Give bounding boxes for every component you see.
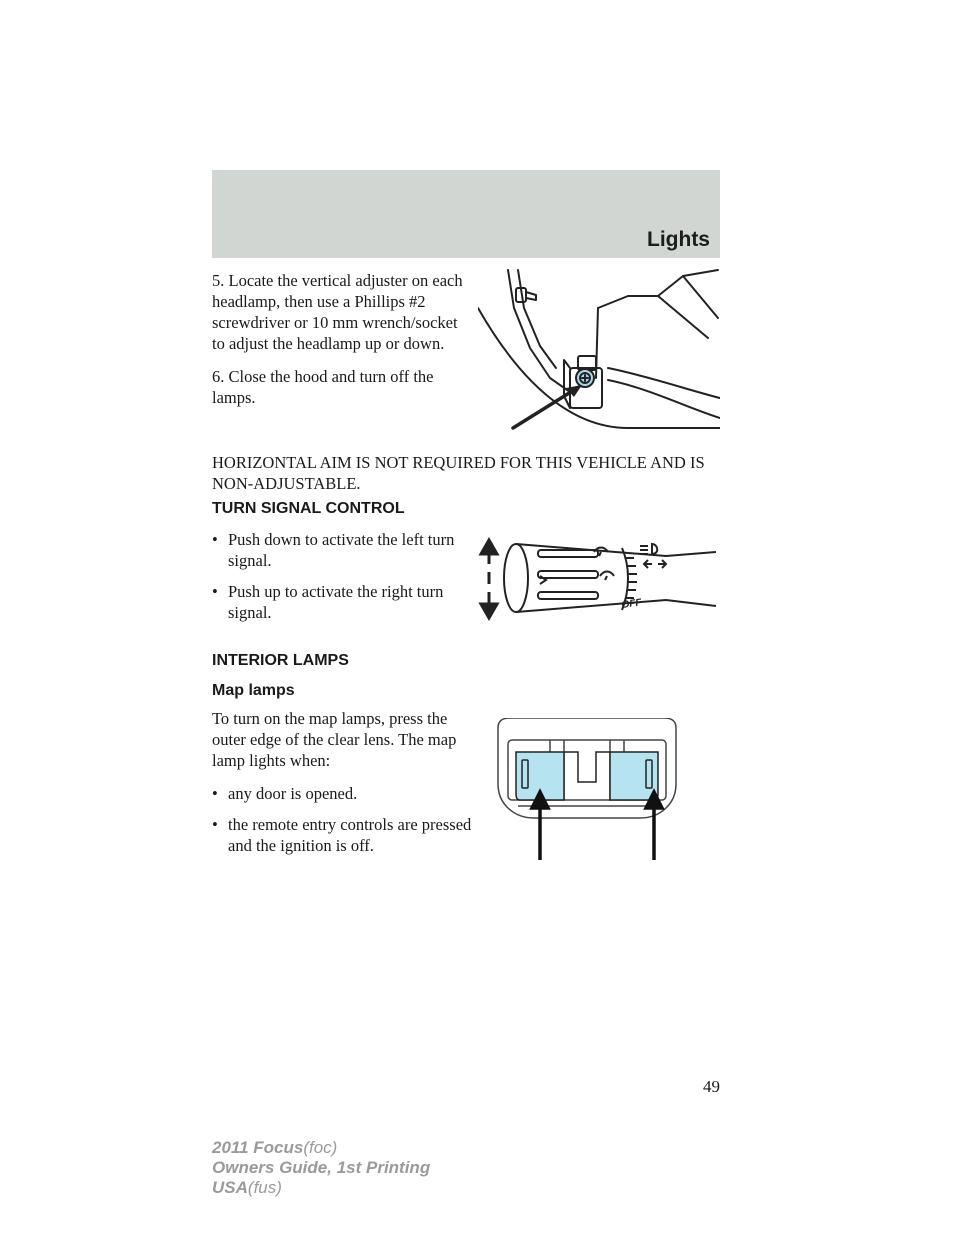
map-lamps-text [212, 708, 474, 866]
aim-steps [212, 270, 474, 420]
page-footer [212, 1138, 430, 1198]
map-lamps-intro: To turn on the map lamps, press the outer edge of the clear lens. The map lamp lights when: [212, 709, 457, 770]
stalk-off-label: OFF [620, 597, 643, 611]
footer-market-code: (fus) [247, 1178, 282, 1197]
list-item: • the remote entry controls are pressed and the ignition is off. [212, 815, 472, 855]
headlamp-adjuster-illustration [478, 268, 720, 440]
horizontal-aim-note: HORIZONTAL AIM IS NOT REQUIRED FOR THIS VEHICLE AND IS NON-ADJUSTABLE. [212, 453, 705, 493]
map-lamp-illustration [490, 718, 684, 864]
footer-guide: Owners Guide, 1st Printing [212, 1158, 431, 1177]
turn-signal-list [212, 529, 472, 633]
footer-model: 2011 Focus [212, 1138, 304, 1157]
page-number: 49 [703, 1077, 720, 1096]
footer-model-code: (foc) [303, 1138, 338, 1157]
list-item: • Push up to activate the right turn signal. [212, 582, 444, 622]
section-header-band [212, 170, 720, 258]
step-6-text: 6. Close the hood and turn off the lamps. [212, 367, 434, 407]
list-item: • any door is opened. [212, 784, 358, 803]
footer-market: USA [212, 1178, 248, 1197]
step-5-text: 5. Locate the vertical adjuster on each headlamp, then use a Phillips #2 screwdriver or 10 mm wrench/socket to adjust the headlamp up or down. [212, 271, 463, 353]
list-item: • Push down to activate the left turn signal. [212, 530, 455, 570]
interior-lamps-heading: INTERIOR LAMPS [212, 652, 349, 669]
section-title: Lights [647, 228, 710, 251]
map-lamps-subheading: Map lamps [212, 682, 295, 699]
turn-signal-stalk-illustration [476, 536, 720, 622]
turn-signal-heading: TURN SIGNAL CONTROL [212, 500, 405, 517]
